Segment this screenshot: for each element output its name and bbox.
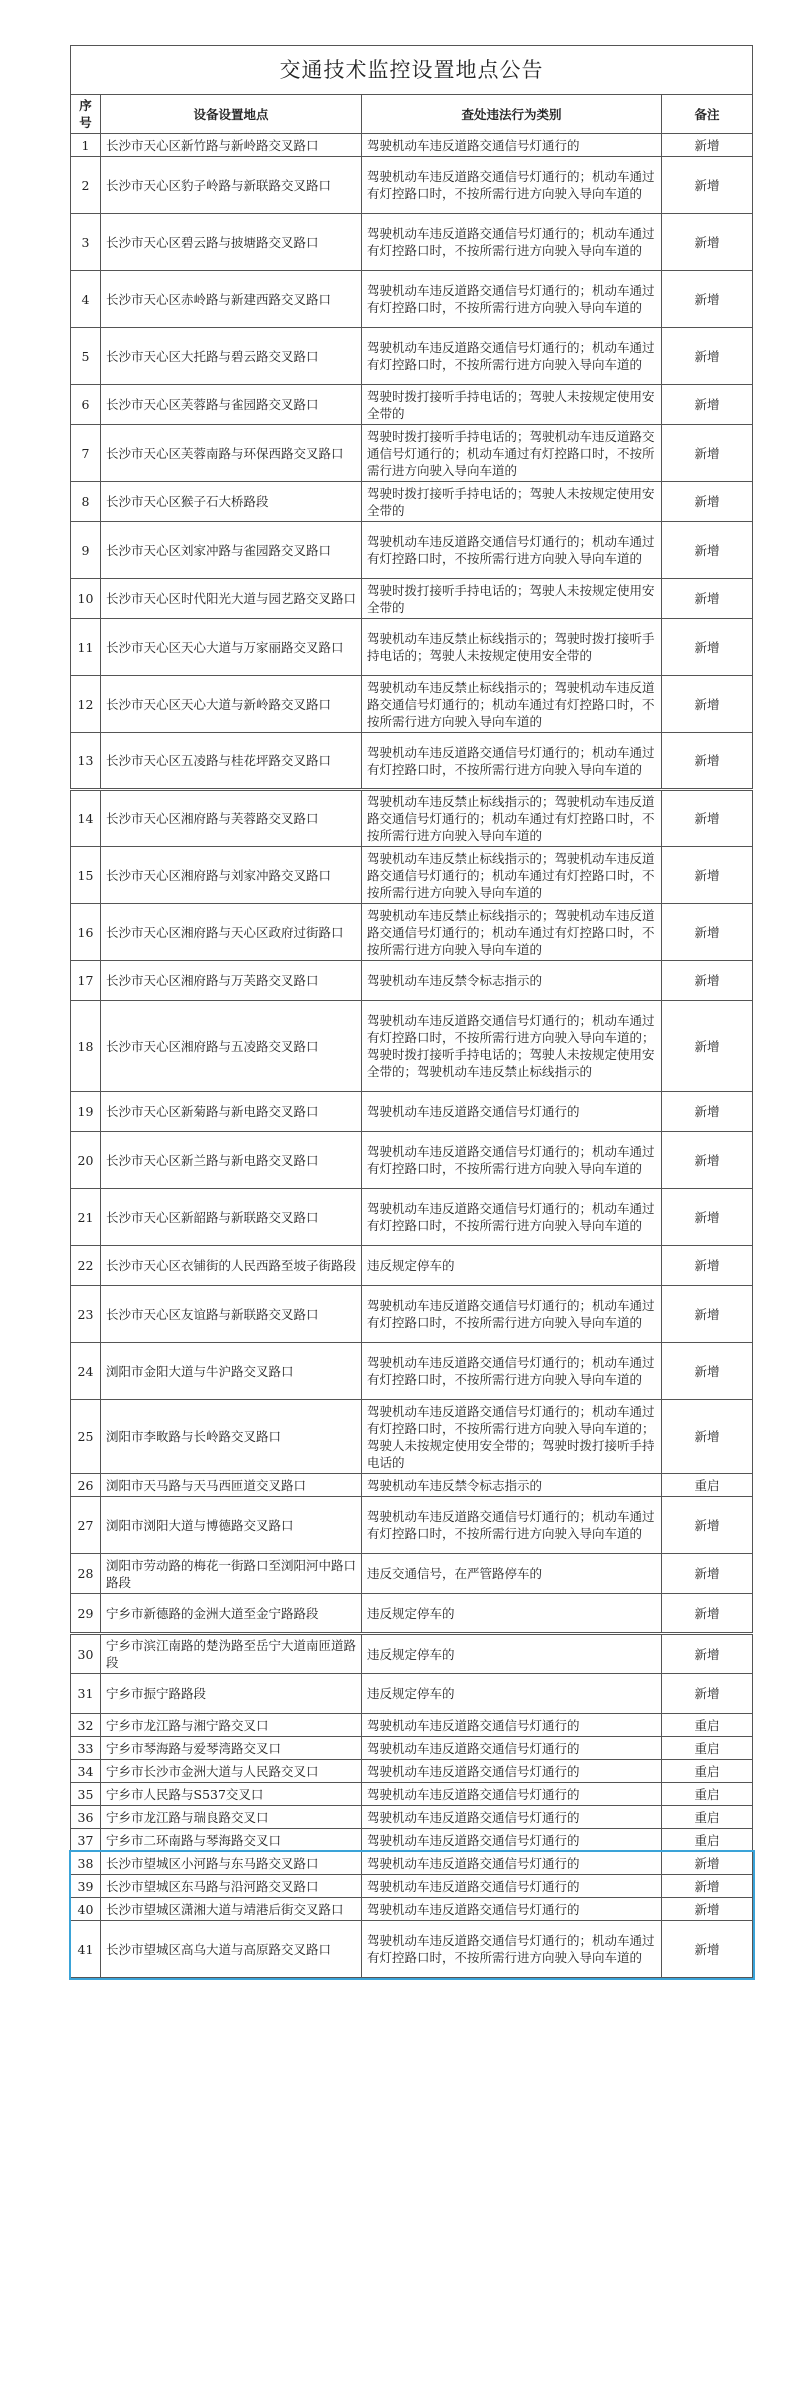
row-note: 新增 [662,1898,753,1921]
row-number: 35 [71,1783,101,1806]
table-row [71,1497,753,1554]
row-note: 重启 [662,1474,753,1497]
table-row [71,579,753,619]
row-number: 11 [71,619,101,676]
row-note: 新增 [662,1001,753,1092]
row-location: 长沙市天心区猴子石大桥路段 [101,482,362,522]
row-number: 24 [71,1343,101,1400]
row-violation: 驾驶机动车违反道路交通信号灯通行的；机动车通过有灯控路口时，不按所需行进方向驶入导向车道的 [362,1286,662,1343]
page-title: 交通技术监控设置地点公告 [71,46,753,95]
row-location: 长沙市天心区湘府路与天心区政府过街路口 [101,904,362,961]
row-number: 27 [71,1497,101,1554]
row-violation: 驾驶机动车违反道路交通信号灯通行的 [362,1806,662,1829]
row-note: 新增 [662,1246,753,1286]
row-violation: 驾驶机动车违反禁止标线指示的；驾驶机动车违反道路交通信号灯通行的；机动车通过有灯控路口时，不按所需行进方向驶入导向车道的 [362,847,662,904]
table-row [71,1286,753,1343]
row-note: 新增 [662,1554,753,1594]
row-location: 长沙市天心区湘府路与芙蓉路交叉路口 [101,790,362,847]
table-row [71,1921,753,1978]
row-number: 4 [71,271,101,328]
table-body [71,134,753,1978]
row-note: 新增 [662,385,753,425]
row-number: 28 [71,1554,101,1594]
row-note: 新增 [662,847,753,904]
row-number: 6 [71,385,101,425]
table-header-row [71,95,753,134]
row-location: 宁乡市龙江路与瑞良路交叉口 [101,1806,362,1829]
row-note: 新增 [662,134,753,157]
row-location: 宁乡市长沙市金洲大道与人民路交叉口 [101,1760,362,1783]
row-note: 重启 [662,1829,753,1852]
row-location: 长沙市天心区大托路与碧云路交叉路口 [101,328,362,385]
row-number: 37 [71,1829,101,1852]
row-violation: 驾驶机动车违反道路交通信号灯通行的；机动车通过有灯控路口时，不按所需行进方向驶入导向车道的；驾驶时拨打接听手持电话的；驾驶人未按规定使用安全带的；驾驶机动车违反禁止标线指示的 [362,1001,662,1092]
row-note: 新增 [662,676,753,733]
row-number: 5 [71,328,101,385]
row-location: 长沙市天心区湘府路与刘家冲路交叉路口 [101,847,362,904]
header-note: 备注 [662,95,753,134]
row-location: 宁乡市振宁路路段 [101,1674,362,1714]
row-number: 34 [71,1760,101,1783]
row-note: 新增 [662,425,753,482]
row-location: 宁乡市滨江南路的楚沩路至岳宁大道南匝道路段 [101,1634,362,1674]
row-location: 长沙市天心区刘家冲路与雀园路交叉路口 [101,522,362,579]
row-note: 新增 [662,733,753,790]
row-violation: 驾驶机动车违反道路交通信号灯通行的 [362,1092,662,1132]
row-violation: 驾驶机动车违反道路交通信号灯通行的；机动车通过有灯控路口时，不按所需行进方向驶入导向车道的；驾驶人未按规定使用安全带的；驾驶时拨打接听手持电话的 [362,1400,662,1474]
table-row [71,1474,753,1497]
row-number: 20 [71,1132,101,1189]
row-location: 长沙市天心区友谊路与新联路交叉路口 [101,1286,362,1343]
table-row [71,425,753,482]
row-note: 新增 [662,1400,753,1474]
row-note: 新增 [662,1921,753,1978]
row-violation: 违反交通信号，在严管路停车的 [362,1554,662,1594]
table-row [71,1092,753,1132]
row-violation: 驾驶机动车违反禁止标线指示的；驾驶时拨打接听手持电话的；驾驶人未按规定使用安全带的 [362,619,662,676]
row-location: 长沙市天心区湘府路与万芙路交叉路口 [101,961,362,1001]
row-note: 重启 [662,1806,753,1829]
row-violation: 驾驶机动车违反道路交通信号灯通行的；机动车通过有灯控路口时，不按所需行进方向驶入导向车道的 [362,1189,662,1246]
row-number: 9 [71,522,101,579]
table-row [71,134,753,157]
row-note: 重启 [662,1714,753,1737]
row-location: 浏阳市浏阳大道与博德路交叉路口 [101,1497,362,1554]
row-note: 新增 [662,904,753,961]
row-note: 重启 [662,1760,753,1783]
row-location: 长沙市天心区新韶路与新联路交叉路口 [101,1189,362,1246]
row-violation: 驾驶机动车违反道路交通信号灯通行的；机动车通过有灯控路口时，不按所需行进方向驶入导向车道的 [362,1343,662,1400]
row-location: 长沙市天心区芙蓉路与雀园路交叉路口 [101,385,362,425]
row-violation: 驾驶机动车违反禁止标线指示的；驾驶机动车违反道路交通信号灯通行的；机动车通过有灯控路口时，不按所需行进方向驶入导向车道的 [362,904,662,961]
row-location: 长沙市天心区芙蓉南路与环保西路交叉路口 [101,425,362,482]
row-violation: 驾驶机动车违反道路交通信号灯通行的 [362,1898,662,1921]
row-location: 浏阳市李畋路与长岭路交叉路口 [101,1400,362,1474]
row-violation: 驾驶机动车违反禁令标志指示的 [362,961,662,1001]
row-note: 新增 [662,1092,753,1132]
row-violation: 驾驶机动车违反道路交通信号灯通行的；机动车通过有灯控路口时，不按所需行进方向驶入导向车道的 [362,1132,662,1189]
row-number: 31 [71,1674,101,1714]
table-row [71,1554,753,1594]
table-row [71,1674,753,1714]
header-location: 设备设置地点 [101,95,362,134]
row-location: 宁乡市人民路与S537交叉口 [101,1783,362,1806]
row-location: 长沙市天心区五凌路与桂花坪路交叉路口 [101,733,362,790]
row-number: 41 [71,1921,101,1978]
row-violation: 驾驶机动车违反道路交通信号灯通行的；机动车通过有灯控路口时，不按所需行进方向驶入导向车道的 [362,214,662,271]
row-violation: 驾驶机动车违反道路交通信号灯通行的；机动车通过有灯控路口时，不按所需行进方向驶入导向车道的 [362,1921,662,1978]
row-location: 长沙市天心区湘府路与五凌路交叉路口 [101,1001,362,1092]
row-number: 10 [71,579,101,619]
row-violation: 驾驶机动车违反道路交通信号灯通行的 [362,1760,662,1783]
row-note: 新增 [662,579,753,619]
row-number: 13 [71,733,101,790]
table-row [71,214,753,271]
row-violation: 驾驶机动车违反禁止标线指示的；驾驶机动车违反道路交通信号灯通行的；机动车通过有灯控路口时，不按所需行进方向驶入导向车道的 [362,790,662,847]
table-row [71,482,753,522]
table-row [71,522,753,579]
table-row [71,157,753,214]
row-number: 23 [71,1286,101,1343]
row-location: 长沙市天心区时代阳光大道与园艺路交叉路口 [101,579,362,619]
row-location: 浏阳市金阳大道与牛沪路交叉路口 [101,1343,362,1400]
row-note: 新增 [662,482,753,522]
row-number: 40 [71,1898,101,1921]
row-number: 8 [71,482,101,522]
row-violation: 驾驶机动车违反道路交通信号灯通行的 [362,1737,662,1760]
row-location: 宁乡市二环南路与琴海路交叉口 [101,1829,362,1852]
table-row [71,1132,753,1189]
row-location: 长沙市望城区东马路与沿河路交叉路口 [101,1875,362,1898]
row-number: 38 [71,1852,101,1875]
table-row [71,1829,753,1852]
table-row [71,385,753,425]
row-number: 2 [71,157,101,214]
row-note: 新增 [662,1674,753,1714]
row-note: 新增 [662,1497,753,1554]
table-row [71,676,753,733]
row-note: 新增 [662,328,753,385]
row-violation: 驾驶机动车违反道路交通信号灯通行的；机动车通过有灯控路口时，不按所需行进方向驶入导向车道的 [362,733,662,790]
row-violation: 驾驶机动车违反道路交通信号灯通行的；机动车通过有灯控路口时，不按所需行进方向驶入导向车道的 [362,522,662,579]
row-note: 重启 [662,1737,753,1760]
row-number: 18 [71,1001,101,1092]
row-note: 新增 [662,1875,753,1898]
row-violation: 驾驶机动车违反道路交通信号灯通行的 [362,134,662,157]
row-location: 长沙市天心区天心大道与新岭路交叉路口 [101,676,362,733]
row-violation: 驾驶机动车违反道路交通信号灯通行的 [362,1783,662,1806]
table-row [71,847,753,904]
table-row [71,1737,753,1760]
row-note: 新增 [662,214,753,271]
row-number: 30 [71,1634,101,1674]
row-note: 新增 [662,790,753,847]
table-row [71,790,753,847]
row-note: 新增 [662,1343,753,1400]
table-row [71,904,753,961]
row-location: 宁乡市琴海路与爱琴湾路交叉口 [101,1737,362,1760]
row-location: 长沙市天心区碧云路与披塘路交叉路口 [101,214,362,271]
row-violation: 驾驶时拨打接听手持电话的；驾驶人未按规定使用安全带的 [362,579,662,619]
row-violation: 驾驶机动车违反禁令标志指示的 [362,1474,662,1497]
row-location: 长沙市望城区潇湘大道与靖港后街交叉路口 [101,1898,362,1921]
row-violation: 驾驶机动车违反禁止标线指示的；驾驶机动车违反道路交通信号灯通行的；机动车通过有灯控路口时，不按所需行进方向驶入导向车道的 [362,676,662,733]
table-row [71,619,753,676]
table-row [71,328,753,385]
row-number: 16 [71,904,101,961]
row-violation: 驾驶机动车违反道路交通信号灯通行的 [362,1875,662,1898]
row-number: 15 [71,847,101,904]
table-row [71,1760,753,1783]
row-violation: 驾驶机动车违反道路交通信号灯通行的 [362,1852,662,1875]
row-note: 新增 [662,1189,753,1246]
row-violation: 违反规定停车的 [362,1594,662,1634]
row-location: 浏阳市劳动路的梅花一街路口至浏阳河中路口路段 [101,1554,362,1594]
row-location: 浏阳市天马路与天马西匝道交叉路口 [101,1474,362,1497]
row-number: 22 [71,1246,101,1286]
table-row [71,961,753,1001]
row-violation: 驾驶机动车违反道路交通信号灯通行的 [362,1829,662,1852]
row-number: 36 [71,1806,101,1829]
notice-sheet [70,45,752,1978]
row-note: 新增 [662,271,753,328]
table-row [71,1898,753,1921]
table-row [71,1594,753,1634]
row-number: 29 [71,1594,101,1634]
row-violation: 驾驶时拨打接听手持电话的；驾驶人未按规定使用安全带的 [362,385,662,425]
table-row [71,1246,753,1286]
table-row [71,1189,753,1246]
row-number: 33 [71,1737,101,1760]
row-number: 19 [71,1092,101,1132]
row-violation: 违反规定停车的 [362,1246,662,1286]
row-violation: 驾驶机动车违反道路交通信号灯通行的 [362,1714,662,1737]
row-number: 1 [71,134,101,157]
table-row [71,1806,753,1829]
row-number: 17 [71,961,101,1001]
row-note: 新增 [662,522,753,579]
table-row [71,271,753,328]
table-row [71,1634,753,1674]
row-location: 长沙市望城区高乌大道与高原路交叉路口 [101,1921,362,1978]
row-location: 长沙市望城区小河路与东马路交叉路口 [101,1852,362,1875]
row-number: 14 [71,790,101,847]
row-note: 新增 [662,1286,753,1343]
row-violation: 驾驶机动车违反道路交通信号灯通行的；机动车通过有灯控路口时，不按所需行进方向驶入导向车道的 [362,1497,662,1554]
row-number: 21 [71,1189,101,1246]
header-violation: 查处违法行为类别 [362,95,662,134]
table-row [71,733,753,790]
row-location: 长沙市天心区新竹路与新岭路交叉路口 [101,134,362,157]
row-number: 32 [71,1714,101,1737]
table-row [71,1001,753,1092]
row-violation: 驾驶时拨打接听手持电话的；驾驶人未按规定使用安全带的 [362,482,662,522]
row-location: 长沙市天心区赤岭路与新建西路交叉路口 [101,271,362,328]
row-note: 重启 [662,1783,753,1806]
row-location: 长沙市天心区新菊路与新电路交叉路口 [101,1092,362,1132]
table-row [71,1400,753,1474]
row-violation: 驾驶机动车违反道路交通信号灯通行的；机动车通过有灯控路口时，不按所需行进方向驶入导向车道的 [362,328,662,385]
row-number: 39 [71,1875,101,1898]
table-row [71,1875,753,1898]
row-location: 长沙市天心区天心大道与万家丽路交叉路口 [101,619,362,676]
row-note: 新增 [662,157,753,214]
row-number: 3 [71,214,101,271]
row-location: 长沙市天心区豹子岭路与新联路交叉路口 [101,157,362,214]
row-note: 新增 [662,961,753,1001]
table-row [71,1714,753,1737]
row-violation: 违反规定停车的 [362,1674,662,1714]
row-location: 长沙市天心区新兰路与新电路交叉路口 [101,1132,362,1189]
row-number: 12 [71,676,101,733]
row-violation: 驾驶时拨打接听手持电话的；驾驶机动车违反道路交通信号灯通行的；机动车通过有灯控路口时，不按所需行进方向驶入导向车道的 [362,425,662,482]
row-note: 新增 [662,619,753,676]
table-row [71,1783,753,1806]
row-note: 新增 [662,1852,753,1875]
header-no: 序号 [71,95,101,134]
row-location: 宁乡市新德路的金洲大道至金宁路路段 [101,1594,362,1634]
table-row [71,1852,753,1875]
table-row [71,1343,753,1400]
row-number: 25 [71,1400,101,1474]
monitor-location-table [70,45,753,1978]
row-violation: 驾驶机动车违反道路交通信号灯通行的；机动车通过有灯控路口时，不按所需行进方向驶入导向车道的 [362,271,662,328]
row-note: 新增 [662,1634,753,1674]
row-number: 7 [71,425,101,482]
row-note: 新增 [662,1594,753,1634]
row-location: 宁乡市龙江路与湘宁路交叉口 [101,1714,362,1737]
row-note: 新增 [662,1132,753,1189]
row-number: 26 [71,1474,101,1497]
row-violation: 驾驶机动车违反道路交通信号灯通行的；机动车通过有灯控路口时，不按所需行进方向驶入导向车道的 [362,157,662,214]
row-location: 长沙市天心区衣铺街的人民西路至坡子街路段 [101,1246,362,1286]
row-violation: 违反规定停车的 [362,1634,662,1674]
